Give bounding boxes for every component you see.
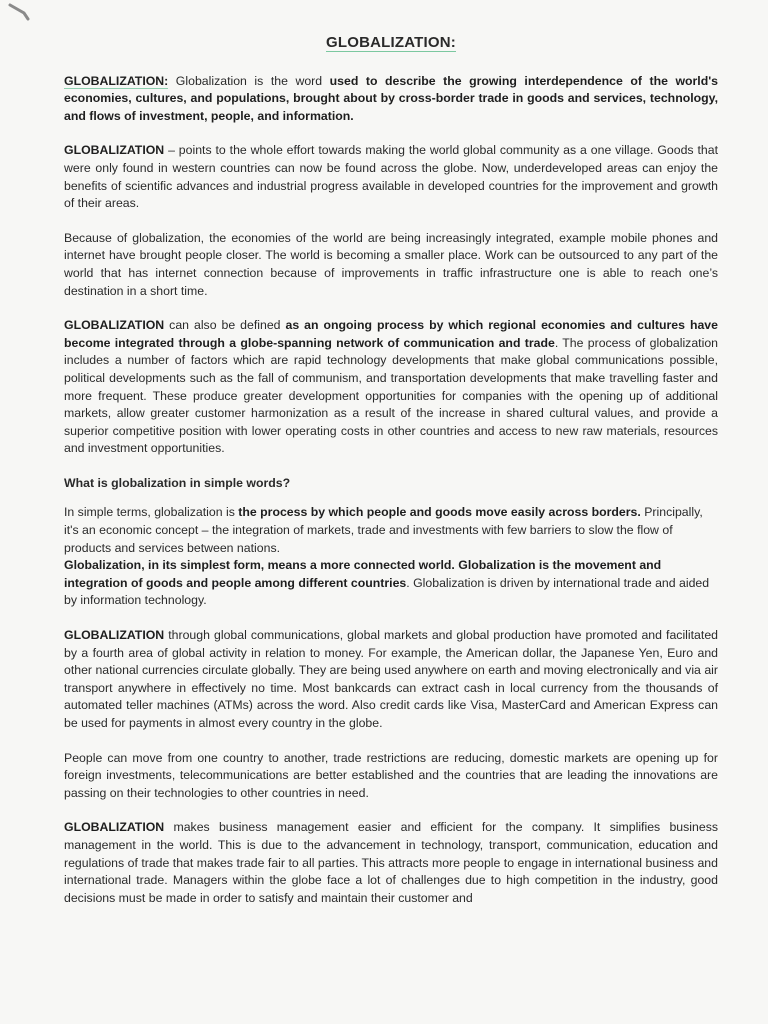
document-page [64, 30, 718, 924]
paragraph-definition: GLOBALIZATION: Globalization is the word used to describe the growing interdependence of the world's economies, cultures, and populations, brought about by cross-border trade in goods and services, technology, and flows of investment, people, and information. [64, 73, 718, 123]
paragraph-global-money: GLOBALIZATION through global communications, global markets and global production have promoted and facilitated by a fourth area of global activity in relation to money. For example, the American dollar, the Japanese Yen, Euro and other national currencies circulate globally. They are being used anywhere on earth and moving electronically and via air transport anywhere in effectively no time. Most bankcards can extract cash in local currency from the thousands of automated teller machines (ATMs) across the word. Also credit cards like Visa, MasterCard and American Express can be used for payments in almost every country in the globe. [64, 628, 718, 730]
section-question: What is globalization in simple words? [64, 475, 291, 490]
paragraph-ongoing-process: GLOBALIZATION can also be defined as an ongoing process by which regional economies and cultures have become integrated through a globe-spanning network of communication and trade. The process of globalization includes a number of factors which are rapid technology developments that make global communications possible, political developments such as the fall of communism, and transportation developments that make travelling faster and more frequent. These produce greater development opportunities for companies with the opening up of additional markets, allow greater customer harmonization as a result of the increase in shared cultural values, and provide a superior competitive position with lower operating costs in other countries and access to new raw materials, resources and investment opportunities. [64, 318, 718, 456]
staple-mark [6, 2, 46, 22]
paragraph-simple-terms: In simple terms, globalization is the process by which people and goods move easily across borders. Principally, it's an economic concept – the integration of markets, trade and investments with few barriers to slow the flow of products and services between nations. Globalization, in its simplest form, means a more connected world. Globalization is the movement and integration of goods and people among different countries. Globalization is driven by international trade and aided by information technology. [64, 505, 710, 608]
paragraph-people-move: People can move from one country to another, trade restrictions are reducing, domestic markets are opening up for foreign investments, telecommunications are better established and the countries that are leading the innovations are passing on their technologies to other countries in need. [64, 750, 718, 800]
page-title: GLOBALIZATION: [326, 34, 456, 51]
paragraph-global-village: GLOBALIZATION – points to the whole effort towards making the world global community as a one village. Goods that were only found in western countries can now be found across the globe. Now, underdeveloped areas can enjoy the benefits of scientific advances and industrial progress available in developed countries for the improvement and growth of their areas. [64, 143, 718, 211]
paragraph-business-management: GLOBALIZATION makes business management easier and efficient for the company. It simplifies business management in the world. This is due to the advancement in technology, transport, communication, education and regulations of trade that makes trade fair to all parties. This attracts more people to engage in international business and international trade. Managers within the globe face a lot of challenges due to high competition in the industry, good decisions must be made in order to satisfy and maintain their customer and [64, 820, 718, 905]
paragraph-economies: Because of globalization, the economies of the world are being increasingly integrated, example mobile phones and internet have brought people closer. The world is becoming a smaller place. Work can be outsourced to any part of the world that has internet connection because of improvements in traffic infrastructure one is able to reach one’s destination in a short time. [64, 230, 718, 298]
